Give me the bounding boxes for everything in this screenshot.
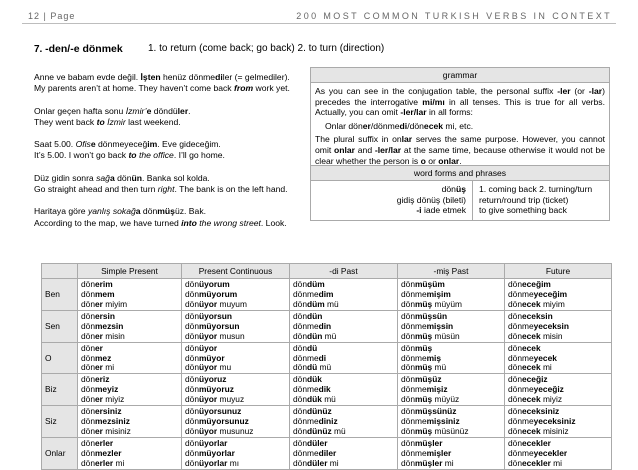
conjugation-form: dönmedi bbox=[293, 352, 327, 363]
conjugation-form: dönmüş müsün bbox=[401, 330, 460, 341]
example-item bbox=[34, 106, 304, 129]
conjugation-cell bbox=[290, 310, 398, 342]
conjugation-cell bbox=[398, 279, 505, 311]
conjugation-cell bbox=[182, 406, 290, 438]
conjugation-form: dönmeyeceğim bbox=[508, 288, 568, 299]
example-english: Go straight ahead and then turn right. The bank is on the left hand. bbox=[34, 184, 288, 195]
example-turkish: Düz gidin sonra sağa dönün. Banka sol kolda. bbox=[34, 172, 210, 183]
conjugation-form: dönersin bbox=[81, 310, 116, 321]
conjugation-form: dönmedim bbox=[293, 288, 334, 299]
conjugation-form: döndüm mü bbox=[293, 298, 339, 309]
conjugation-cell bbox=[78, 437, 182, 469]
conjugation-form: dönmüş mü bbox=[401, 362, 447, 373]
conjugation-cell bbox=[290, 279, 398, 311]
conjugation-form: dönecek bbox=[508, 342, 541, 353]
conjugation-form: dönüyorlar mı bbox=[185, 457, 240, 468]
conjugation-form: dönmemişler bbox=[401, 447, 452, 458]
conjugation-form: dönmeyeceksin bbox=[508, 320, 569, 331]
example-item bbox=[34, 139, 304, 162]
word-forms-box bbox=[310, 165, 610, 221]
conjugation-cell bbox=[398, 342, 505, 374]
book-title: 200 MOST COMMON TURKISH VERBS IN CONTEXT bbox=[296, 11, 612, 21]
conjugation-form: dönmediniz bbox=[293, 416, 338, 427]
conjugation-form: döneceksiniz bbox=[508, 406, 560, 417]
conjugation-form: döner misiniz bbox=[81, 426, 131, 436]
conjugation-form: dönüyorsun bbox=[185, 310, 233, 321]
table-header-row bbox=[42, 264, 612, 279]
conjugation-cell bbox=[398, 374, 505, 406]
example-turkish: Anne ve babam evde değil. İşten henüz dönmediler (= gelmediler). bbox=[34, 72, 290, 82]
conjugation-form: döner mi bbox=[81, 362, 115, 373]
example-english: It’s 5.00. I won’t go back to the office. I’ll go home. bbox=[34, 150, 225, 161]
conjugation-form: dönüyor muyuz bbox=[185, 394, 245, 405]
conjugation-form: dönmüşüm bbox=[401, 279, 445, 289]
conjugation-form: dönecekler bbox=[508, 437, 551, 448]
conjugation-form: dönmemişsiniz bbox=[401, 416, 460, 427]
table-row bbox=[42, 342, 612, 374]
conjugation-form: dönmeyiz bbox=[81, 384, 119, 395]
conjugation-form: dönmüşsün bbox=[401, 310, 448, 321]
conjugation-form: dönmemişsin bbox=[401, 320, 454, 331]
conjugation-form: dönerler mi bbox=[81, 457, 125, 468]
conjugation-cell bbox=[78, 279, 182, 311]
pronoun-cell: Onlar bbox=[42, 437, 78, 469]
conjugation-form: dönmüyor bbox=[185, 352, 225, 363]
conjugation-form: dönmüyorum bbox=[185, 288, 238, 299]
conjugation-form: dönmedik bbox=[293, 384, 331, 395]
conjugation-form: döneceğim bbox=[508, 279, 551, 289]
column-header: -di Past bbox=[290, 264, 398, 279]
conjugation-form: dönmemiş bbox=[401, 352, 442, 363]
conjugation-cell bbox=[182, 279, 290, 311]
conjugation-cell bbox=[398, 406, 505, 438]
example-english: They went back to İzmir last weekend. bbox=[34, 116, 181, 127]
conjugation-cell bbox=[290, 342, 398, 374]
conjugation-form: döndüler bbox=[293, 437, 328, 448]
example-list bbox=[34, 72, 304, 240]
conjugation-form: döneceksin bbox=[508, 310, 553, 321]
pronoun-cell: O bbox=[42, 342, 78, 374]
conjugation-form: dönüyorlar bbox=[185, 437, 228, 448]
conjugation-form: dönmüş müsünüz bbox=[401, 426, 469, 436]
conjugation-form: döner miyiz bbox=[81, 394, 125, 405]
column-header bbox=[42, 264, 78, 279]
example-turkish: Haritaya göre yanlış sokağa dönmüşüz. Bak. bbox=[34, 206, 207, 217]
word-form-meaning: 1. coming back 2. turning/turn bbox=[479, 184, 593, 194]
conjugation-cell bbox=[290, 374, 398, 406]
word-forms-meanings bbox=[473, 181, 609, 220]
conjugation-form: dönüyor mu bbox=[185, 362, 232, 373]
grammar-paragraph: The plural suffix in onlar serves the same purpose. However, you cannot omit onlar and -ler/lar at the same time, because otherwise it would not be clear whether the person is o or onlar. bbox=[315, 134, 605, 166]
conjugation-cell bbox=[182, 374, 290, 406]
word-form-meaning: to give something back bbox=[479, 205, 567, 216]
conjugation-table bbox=[41, 263, 612, 470]
conjugation-form: dönmüş bbox=[401, 342, 433, 353]
entry-verb: -den/-e dönmek bbox=[45, 43, 123, 55]
conjugation-cell bbox=[505, 342, 612, 374]
conjugation-form: dönmeyecekler bbox=[508, 447, 568, 458]
conjugation-form: dönersiniz bbox=[81, 406, 122, 417]
conjugation-form: dönüyor musun bbox=[185, 330, 245, 341]
conjugation-form: dönmüşüz bbox=[401, 374, 442, 385]
conjugation-cell bbox=[290, 406, 398, 438]
conjugation-form: döndü bbox=[293, 342, 318, 353]
conjugation-form: döndünüz mü bbox=[293, 426, 346, 436]
example-item bbox=[34, 173, 304, 196]
conjugation-form: döndük mü bbox=[293, 394, 336, 405]
conjugation-form: dönerim bbox=[81, 279, 113, 289]
conjugation-cell bbox=[505, 279, 612, 311]
conjugation-rows bbox=[42, 279, 612, 470]
column-header: Present Continuous bbox=[182, 264, 290, 279]
conjugation-cell bbox=[182, 437, 290, 469]
grammar-example: Onlar döner/dönmedi/dönecek mi, etc. bbox=[325, 120, 474, 131]
conjugation-cell bbox=[398, 437, 505, 469]
conjugation-form: döndü mü bbox=[293, 362, 332, 373]
word-form-term: dönüş bbox=[441, 184, 466, 194]
conjugation-cell bbox=[505, 437, 612, 469]
grammar-paragraph: As you can see in the conjugation table, the personal suffix -ler (or -lar) precedes the interrogative mi/mı in all tenses. This is true for all verbs. Actually, you can omit -ler/lar in all forms: bbox=[315, 86, 605, 118]
conjugation-form: dönmüyoruz bbox=[185, 384, 234, 395]
entry-meaning: 1. to return (come back; go back) 2. to turn (direction) bbox=[148, 43, 385, 54]
conjugation-form: dönecek miyiz bbox=[508, 394, 563, 405]
conjugation-cell bbox=[78, 310, 182, 342]
conjugation-form: dönmem bbox=[81, 288, 115, 299]
column-header: Simple Present bbox=[78, 264, 182, 279]
word-forms-row bbox=[311, 181, 609, 220]
conjugation-form: dönmeyeceksiniz bbox=[508, 416, 576, 427]
conjugation-form: döndün mü bbox=[293, 330, 337, 341]
conjugation-form: dönüyor bbox=[185, 342, 218, 353]
conjugation-form: dönmemişim bbox=[401, 288, 451, 299]
grammar-body bbox=[311, 83, 609, 173]
example-turkish: Onlar geçen hafta sonu İzmir’e döndüler. bbox=[34, 105, 191, 116]
conjugation-form: dönmüşler mi bbox=[401, 457, 454, 468]
column-header: Future bbox=[505, 264, 612, 279]
table-row bbox=[42, 437, 612, 469]
conjugation-form: dönmüyorlar bbox=[185, 447, 235, 458]
conjugation-cell bbox=[182, 310, 290, 342]
word-forms-terms bbox=[311, 181, 473, 220]
column-header: -miş Past bbox=[398, 264, 505, 279]
conjugation-form: dönecek misin bbox=[508, 330, 563, 341]
conjugation-form: dönmeyeceğiz bbox=[508, 384, 564, 395]
conjugation-form: dönmüş müyüz bbox=[401, 394, 460, 405]
conjugation-form: dönmezler bbox=[81, 447, 122, 458]
word-form-term: -i iade etmek bbox=[416, 205, 466, 216]
table-row bbox=[42, 310, 612, 342]
conjugation-form: dönmemişiz bbox=[401, 384, 448, 395]
conjugation-form: dönüyor muyum bbox=[185, 298, 247, 309]
example-item bbox=[34, 206, 304, 229]
conjugation-form: dönmüyorsunuz bbox=[185, 416, 249, 427]
conjugation-form: döner misin bbox=[81, 330, 125, 341]
conjugation-form: dönecek misiniz bbox=[508, 426, 569, 436]
table-row bbox=[42, 406, 612, 438]
conjugation-cell bbox=[78, 374, 182, 406]
conjugation-form: dönüyorsunuz bbox=[185, 406, 242, 417]
conjugation-form: dönmez bbox=[81, 352, 112, 363]
conjugation-form: döneriz bbox=[81, 374, 110, 385]
conjugation-form: dönmeyecek bbox=[508, 352, 557, 363]
conjugation-form: dönmüyorsun bbox=[185, 320, 240, 331]
entry-number: 7. bbox=[34, 44, 43, 55]
page-number: 12 | Page bbox=[28, 11, 76, 21]
conjugation-form: dönmediler bbox=[293, 447, 337, 458]
conjugation-form: döner miyim bbox=[81, 298, 128, 309]
table-row bbox=[42, 279, 612, 311]
entry-title bbox=[34, 43, 385, 55]
conjugation-cell bbox=[398, 310, 505, 342]
conjugation-cell bbox=[505, 406, 612, 438]
conjugation-cell bbox=[182, 342, 290, 374]
conjugation-cell bbox=[290, 437, 398, 469]
conjugation-form: dönüyoruz bbox=[185, 374, 227, 385]
word-forms-title: word forms and phrases bbox=[311, 166, 609, 181]
page-header bbox=[22, 10, 616, 24]
conjugation-form: döneceğiz bbox=[508, 374, 548, 385]
conjugation-cell bbox=[78, 406, 182, 438]
example-turkish: Saat 5.00. Ofise dönmeyeceğim. Eve gideceğim. bbox=[34, 139, 221, 150]
conjugation-form: dönecek miyim bbox=[508, 298, 565, 309]
conjugation-cell bbox=[505, 374, 612, 406]
conjugation-form: döndüm bbox=[293, 279, 325, 289]
conjugation-cell bbox=[78, 342, 182, 374]
pronoun-cell: Biz bbox=[42, 374, 78, 406]
grammar-box bbox=[310, 67, 610, 174]
grammar-title: grammar bbox=[311, 68, 609, 83]
pronoun-cell: Ben bbox=[42, 279, 78, 311]
conjugation-form: dönmezsiniz bbox=[81, 416, 130, 427]
pronoun-cell: Siz bbox=[42, 406, 78, 438]
conjugation-form: dönmüşler bbox=[401, 437, 443, 448]
example-english: My parents aren’t at home. They haven’t come back from work yet. bbox=[34, 83, 290, 94]
conjugation-cell bbox=[505, 310, 612, 342]
conjugation-form: dönüyorum bbox=[185, 279, 230, 289]
conjugation-form: dönmezsin bbox=[81, 320, 124, 331]
conjugation-form: döndün bbox=[293, 310, 323, 321]
conjugation-form: dönmüş müyüm bbox=[401, 298, 463, 309]
word-form-term: gidiş dönüş (bileti) bbox=[396, 194, 466, 205]
table-row bbox=[42, 374, 612, 406]
conjugation-form: döndüler mi bbox=[293, 457, 339, 468]
conjugation-form: döndük bbox=[293, 374, 322, 385]
conjugation-form: dönecek mi bbox=[508, 362, 552, 373]
pronoun-cell: Sen bbox=[42, 310, 78, 342]
example-item bbox=[34, 72, 304, 95]
conjugation-form: dönerler bbox=[81, 437, 114, 448]
conjugation-form: dönmüşsünüz bbox=[401, 406, 457, 417]
conjugation-form: dönüyor musunuz bbox=[185, 426, 254, 436]
conjugation-form: dönecekler mi bbox=[508, 457, 563, 468]
conjugation-form: dönmedin bbox=[293, 320, 332, 331]
conjugation-form: döner bbox=[81, 342, 103, 353]
word-form-meaning: return/round trip (ticket) bbox=[479, 194, 569, 205]
example-english: According to the map, we have turned into the wrong street. Look. bbox=[34, 217, 287, 228]
conjugation-form: döndünüz bbox=[293, 406, 332, 417]
